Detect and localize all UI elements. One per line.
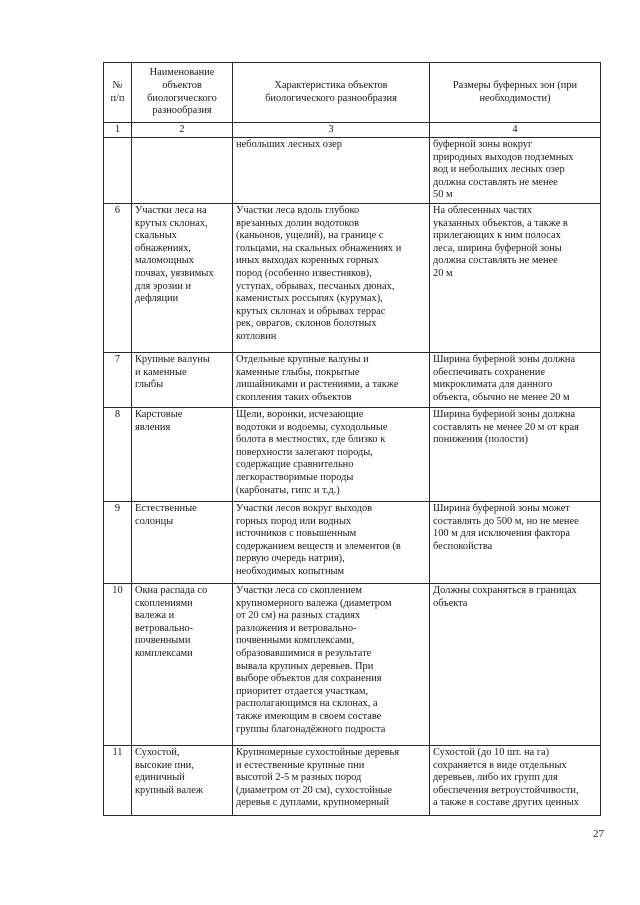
document-table [103,62,601,816]
row-buffer: Должны сохраняться в границах объекта [430,584,601,746]
row-number: 7 [104,353,132,408]
table-row [104,584,601,746]
row-characteristic: Крупномерные сухостойные деревья и естественные крупные пни высотой 2-5 м разных пород (диаметром от 20 см), сухостойные деревья с дуплами, крупномерный [233,746,430,816]
row-name: Сухостой, высокие пни, единичный крупный валеж [132,746,233,816]
table-row [104,502,601,584]
row-buffer: Ширина буферной зоны должна составлять не менее 20 м от края понижения (полости) [430,408,601,502]
table-header-row [104,63,601,123]
header-characteristic: Характеристика объектов биологического разнообразия [233,63,430,123]
row-number: 8 [104,408,132,502]
row-name: Карстовые явления [132,408,233,502]
column-number: 1 [104,123,132,138]
row-number: 9 [104,502,132,584]
row-name [132,138,233,204]
row-number: 6 [104,204,132,353]
table-row [104,204,601,353]
row-buffer: Ширина буферной зоны должна обеспечивать сохранение микроклимата для данного объекта, обычно не менее 20 м [430,353,601,408]
row-name: Естественные солонцы [132,502,233,584]
table-row [104,138,601,204]
row-number: 11 [104,746,132,816]
table-row [104,408,601,502]
row-name: Участки леса на крутых склонах, скальных обнажениях, маломощных почвах, уязвимых для эрозии и дефляции [132,204,233,353]
column-number: 3 [233,123,430,138]
row-number [104,138,132,204]
header-number: № п/п [104,63,132,123]
row-characteristic: небольших лесных озер [233,138,430,204]
row-characteristic: Участки лесов вокруг выходов горных пород или водных источников с повышенным содержанием веществ и элементов (в первую очередь натрия), необходимых копытным [233,502,430,584]
row-characteristic: Участки леса вдоль глубоко врезанных долин водотоков (каньонов, ущелий), на границе с гольцами, на скальных обнажениях и иных выходах коренных горных пород (особенно известняков), уступах, обрывах, песчаных дюнах, каменистых россыпях (курумах), крутых склонах и обрывах террас рек, оврагов, склонов болотных котловин [233,204,430,353]
table-row [104,353,601,408]
row-buffer: Ширина буферной зоны может составлять до 500 м, но не менее 100 м для исключения фактора беспокойства [430,502,601,584]
row-characteristic: Участки леса со скоплением крупномерного валежа (диаметром от 20 см) на разных стадиях разложения и ветровально- почвенными комплексами, образовавшимися в результате вывала крупных деревьев. При выборе объектов для сохранения приоритет отдается участкам, располагающимся на склонах, а также имеющим в своем составе группы благонадёжного подроста [233,584,430,746]
row-name: Окна распада со скоплениями валежа и ветровально- почвенными комплексами [132,584,233,746]
row-buffer: Сухостой (до 10 шт. на га) сохраняется в виде отдельных деревьев, либо их групп для обеспечения ветроустойчивости, а также в составе других ценных [430,746,601,816]
row-characteristic: Щели, воронки, исчезающие водотоки и водоемы, суходольные болота в местностях, где близко к поверхности залегают породы, содержащие сравнительно легкорастворимые породы (карбонаты, гипс и т.д.) [233,408,430,502]
table-row [104,746,601,816]
column-number-row [104,123,601,138]
row-characteristic: Отдельные крупные валуны и каменные глыбы, покрытые лишайниками и растениями, а также скопления таких объектов [233,353,430,408]
row-number: 10 [104,584,132,746]
column-number: 2 [132,123,233,138]
page-number: 27 [593,828,604,840]
row-buffer: На облесенных частях указанных объектов, а также в прилегающих к ним полосах леса, ширина буферной зоны должна составлять не менее 20 м [430,204,601,353]
header-buffer: Размеры буферных зон (при необходимости) [430,63,601,123]
column-number: 4 [430,123,601,138]
row-name: Крупные валуны и каменные глыбы [132,353,233,408]
header-name: Наименование объектов биологического разнообразия [132,63,233,123]
row-buffer: буферной зоны вокруг природных выходов подземных вод и небольших лесных озер должна составлять не менее 50 м [430,138,601,204]
